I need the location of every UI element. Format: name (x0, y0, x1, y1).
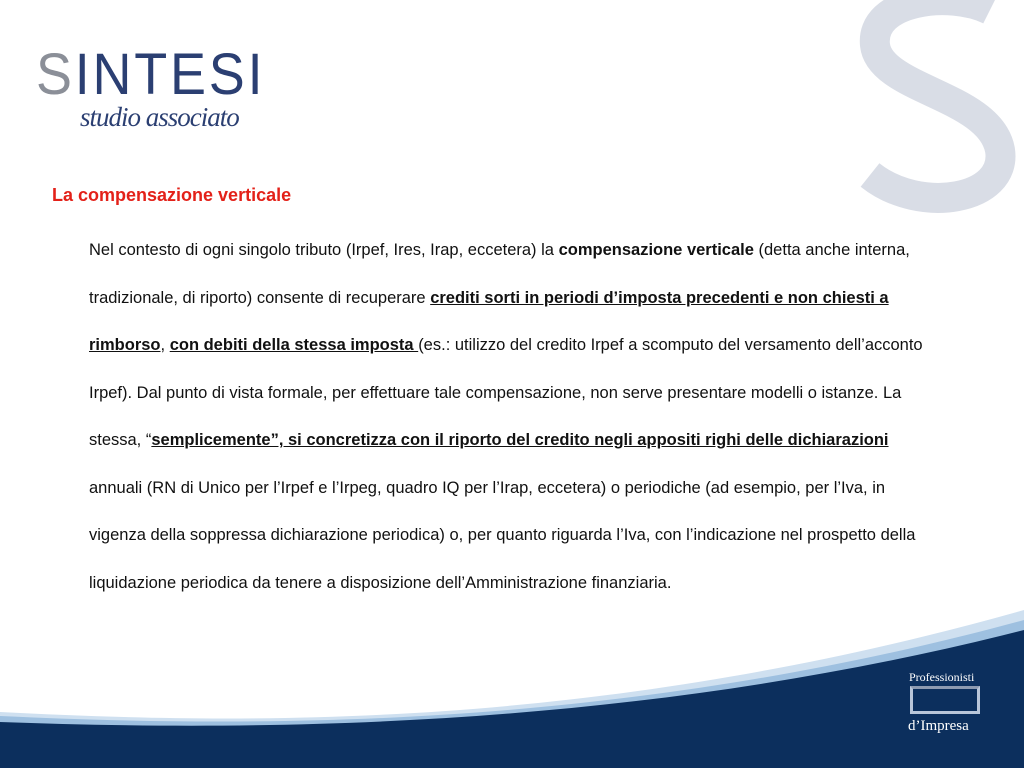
logo-first-letter: S (36, 42, 75, 107)
footer-wave-decoration (0, 580, 1024, 768)
text-run-3: , (160, 336, 170, 354)
footer-logo-top: Professionisti (909, 670, 975, 684)
underline-run-3: semplicemente”, si concretizza con il riporto del credito negli appositi righi delle dichiarazioni (151, 431, 889, 449)
logo-subtitle: studio associato (80, 102, 239, 132)
logo-wordmark (36, 42, 266, 107)
footer-logo-frame-icon (910, 686, 980, 714)
underline-run-1: crediti sorti in periodi d’imposta precedenti e non chiesti a rimborso (89, 288, 889, 354)
text-run-4: (es.: utilizzo del credito Irpef a scomputo del versamento dell’acconto Irpef). Dal punto di vista formale, per effettuare tale compensazione, non serve presentare modelli o istanze. La stessa, “ (89, 336, 923, 449)
underline-run-2: con debiti della stessa imposta (169, 336, 419, 354)
logo-word-rest: INTESI (74, 42, 266, 107)
footer-logo-bottom: d’Impresa (908, 718, 969, 734)
body-paragraph (89, 227, 929, 607)
text-run-5: annuali (RN di Unico per l’Irpef e l’Irpeg, quadro IQ per l’Irap, eccetera) o periodiche (ad esempio, per l’Iva, in vigenza della soppressa dichiarazione periodica) o, per quanto riguarda l’Iva, con l’indicazione nel prospetto della liquidazione periodica da tenere a disposizione dell’Amministrazione finanziaria. (89, 478, 916, 592)
company-logo (36, 42, 266, 136)
text-run-2: (detta anche interna, tradizionale, di riporto) consente di recuperare (89, 241, 910, 307)
watermark-s-icon (840, 0, 1024, 215)
text-run-1: Nel contesto di ogni singolo tributo (Irpef, Ires, Irap, eccetera) la (89, 241, 559, 259)
slide-title: La compensazione verticale (52, 185, 292, 205)
bold-run-1: compensazione verticale (558, 241, 754, 259)
professionisti-impresa-logo (900, 668, 990, 738)
